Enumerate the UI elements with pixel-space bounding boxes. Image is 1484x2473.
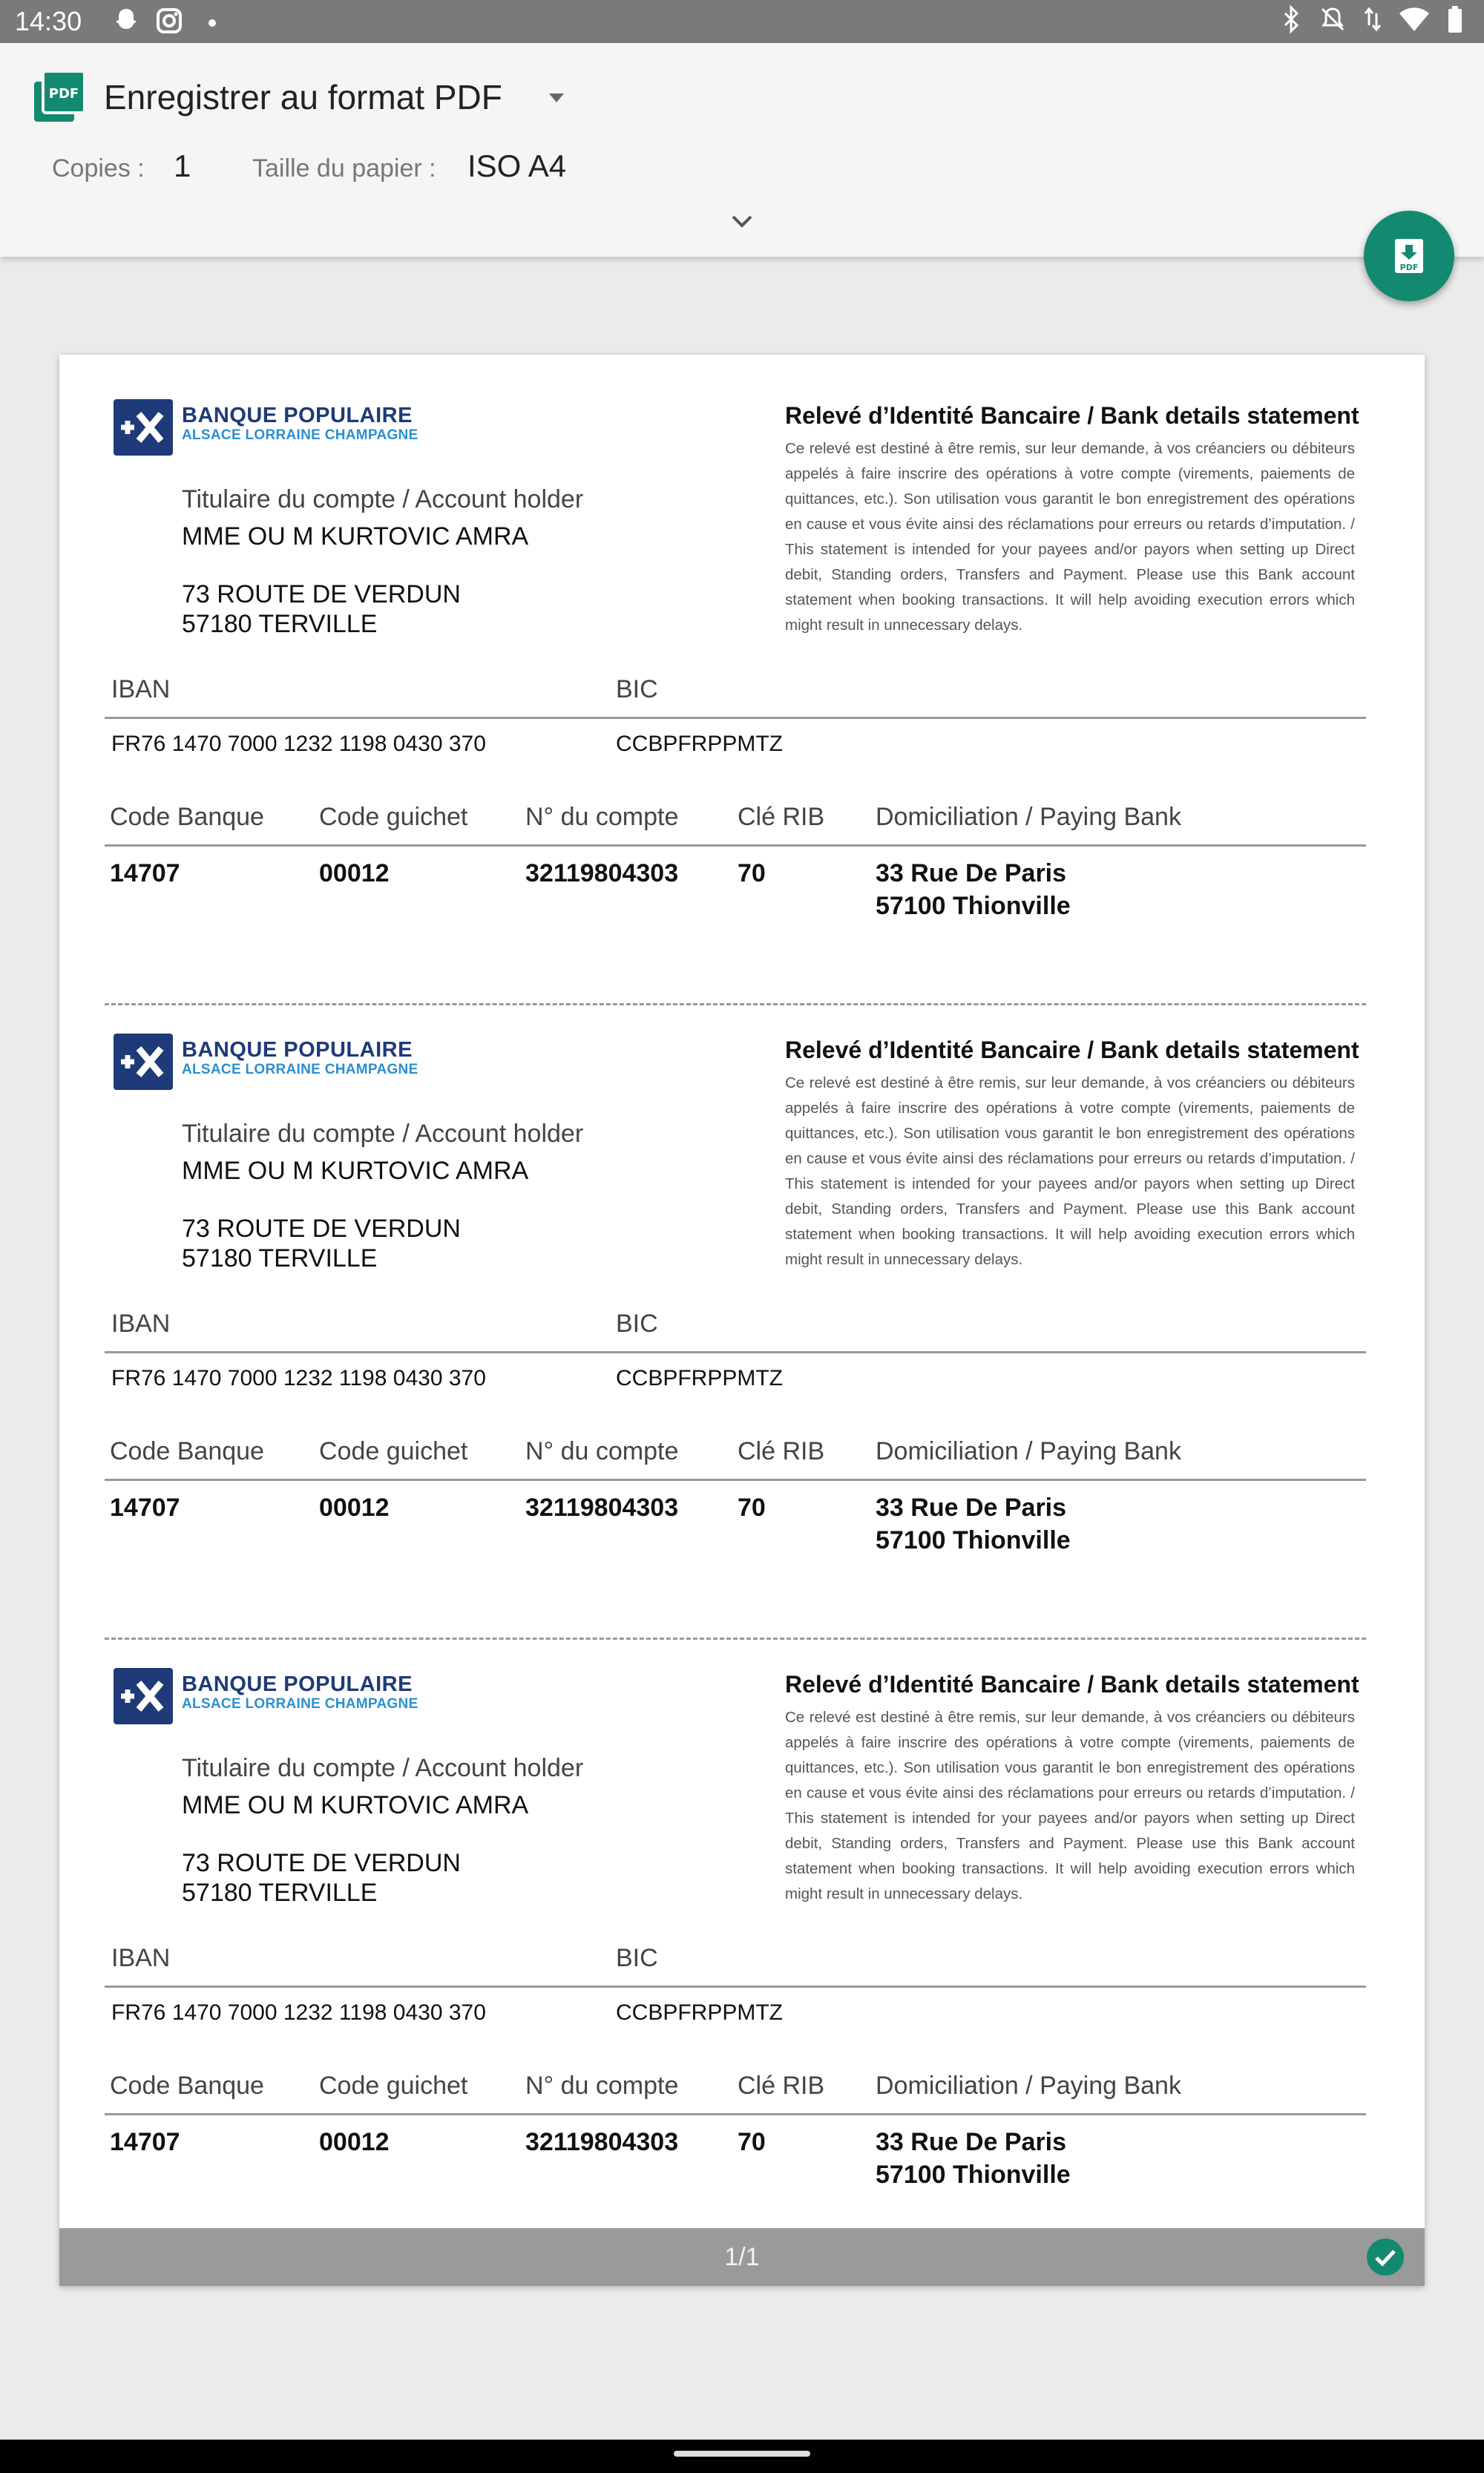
iban-value: FR76 1470 7000 1232 1198 0430 370 (111, 732, 486, 756)
svg-text:PDF: PDF (1399, 263, 1419, 272)
rib-key-label: Clé RIB (738, 1437, 825, 1465)
code-guichet-label: Code guichet (319, 803, 468, 831)
code-banque-value: 14707 (110, 1494, 180, 1522)
rib-key-label: Clé RIB (738, 2072, 825, 2100)
account-number-value: 32119804303 (525, 859, 679, 887)
code-banque-label: Code Banque (110, 2072, 264, 2100)
account-number-value: 32119804303 (525, 2128, 679, 2156)
account-holder-name: MME OU M KURTOVIC AMRA (182, 1791, 529, 1819)
bank-logo (114, 399, 173, 456)
paying-bank-label: Domiciliation / Paying Bank (876, 1437, 1181, 1465)
code-guichet-value: 00012 (319, 859, 390, 887)
data-icon (1364, 4, 1382, 38)
bank-region: ALSACE LORRAINE CHAMPAGNE (182, 1062, 418, 1077)
address-line-2: 57180 TERVILLE (182, 1244, 378, 1272)
address-line-1: 73 ROUTE DE VERDUN (182, 1215, 461, 1243)
paying-bank-address-1: 33 Rue De Paris (876, 1494, 1067, 1522)
iban-value: FR76 1470 7000 1232 1198 0430 370 (111, 1366, 486, 1390)
download-pdf-icon (1364, 211, 1454, 301)
rib-key-value: 70 (738, 859, 766, 887)
iban-label: IBAN (111, 675, 171, 703)
download-pdf-button[interactable] (1364, 211, 1454, 301)
address-line-1: 73 ROUTE DE VERDUN (182, 1849, 461, 1877)
bic-value: CCBPFRPPMTZ (616, 2000, 783, 2025)
divider (105, 844, 1366, 847)
code-guichet-label: Code guichet (319, 2072, 468, 2100)
rib-block (59, 1623, 1425, 2258)
mute-icon (1318, 4, 1347, 38)
statement-body: Ce relevé est destiné à être remis, sur leur demande, à vos créanciers ou débiteurs appelés à faire inscrire des opérations à votre compte (virements, paiements de quittances, etc.). Son utilisation vous garantit le bon enregistrement des opérations en cause et vous évite ainsi des réclamations pour erreurs ou retards d’imputation. / This statement is intended for your payees and/or payors when setting up Direct debit, Standing orders, Transfers and Payment. Please use this Bank account statement when booking transactions. It will help avoiding execution errors which might result in unnecessary delays. (785, 440, 1355, 634)
code-guichet-value: 00012 (319, 2128, 390, 2156)
account-number-label: N° du compte (525, 803, 679, 831)
status-time: 14:30 (15, 6, 82, 36)
paper-size-label: Taille du papier : (252, 154, 436, 183)
account-holder-label: Titulaire du compte / Account holder (182, 1120, 584, 1148)
pdf-file-icon (34, 71, 85, 122)
statement-title: Relevé d’Identité Bancaire / Bank details statement (785, 402, 1359, 429)
statement-title: Relevé d’Identité Bancaire / Bank details statement (785, 1037, 1359, 1063)
dot-icon (208, 18, 217, 31)
rib-key-value: 70 (738, 1494, 766, 1522)
divider (105, 1351, 1366, 1353)
paper-size-value[interactable]: ISO A4 (467, 148, 567, 183)
statement-body: Ce relevé est destiné à être remis, sur leur demande, à vos créanciers ou débiteurs appelés à faire inscrire des opérations à votre compte (virements, paiements de quittances, etc.). Son utilisation vous garantit le bon enregistrement des opérations en cause et vous évite ainsi des réclamations pour erreurs ou retards d’imputation. / This statement is intended for your payees and/or payors when setting up Direct debit, Standing orders, Transfers and Payment. Please use this Bank account statement when booking transactions. It will help avoiding execution errors which might result in unnecessary delays. (785, 1074, 1355, 1268)
instagram-icon (154, 6, 184, 39)
paying-bank-address-1: 33 Rue De Paris (876, 2128, 1067, 2156)
bank-region: ALSACE LORRAINE CHAMPAGNE (182, 427, 418, 443)
rib-block (59, 989, 1425, 1623)
code-guichet-value: 00012 (319, 1494, 390, 1522)
code-guichet-label: Code guichet (319, 1437, 468, 1465)
address-line-2: 57180 TERVILLE (182, 610, 378, 638)
paying-bank-address-2: 57100 Thionville (876, 1526, 1071, 1554)
bic-label: BIC (616, 1310, 658, 1338)
account-holder-label: Titulaire du compte / Account holder (182, 485, 584, 513)
iban-label: IBAN (111, 1310, 171, 1338)
home-gesture-handle[interactable] (674, 2451, 810, 2457)
rib-key-value: 70 (738, 2128, 766, 2156)
statement-title: Relevé d’Identité Bancaire / Bank details statement (785, 1671, 1359, 1698)
paying-bank-address-1: 33 Rue De Paris (876, 859, 1067, 887)
paying-bank-label: Domiciliation / Paying Bank (876, 2072, 1181, 2100)
copies-value[interactable]: 1 (174, 148, 191, 183)
bank-name: BANQUE POPULAIRE (182, 1038, 413, 1062)
print-preview-page[interactable] (59, 355, 1425, 2286)
page-footer (59, 2228, 1425, 2286)
divider (105, 717, 1366, 719)
printer-destination[interactable]: Enregistrer au format PDF (104, 78, 502, 116)
paying-bank-address-2: 57100 Thionville (876, 892, 1071, 920)
svg-text:PDF: PDF (48, 86, 79, 102)
account-number-label: N° du compte (525, 1437, 679, 1465)
paying-bank-label: Domiciliation / Paying Bank (876, 803, 1181, 831)
page-selected-check-icon[interactable] (1367, 2239, 1404, 2276)
divider (105, 1986, 1366, 1988)
statement-body: Ce relevé est destiné à être remis, sur leur demande, à vos créanciers ou débiteurs appelés à faire inscrire des opérations à votre compte (virements, paiements de quittances, etc.). Son utilisation vous garantit le bon enregistrement des opérations en cause et vous évite ainsi des réclamations pour erreurs ou retards d’imputation. / This statement is intended for your payees and/or payors when setting up Direct debit, Standing orders, Transfers and Payment. Please use this Bank account statement when booking transactions. It will help avoiding execution errors which might result in unnecessary delays. (785, 1709, 1355, 1902)
divider (105, 1479, 1366, 1481)
code-banque-value: 14707 (110, 2128, 180, 2156)
copies-label: Copies : (52, 154, 145, 183)
bank-name: BANQUE POPULAIRE (182, 404, 413, 427)
paying-bank-address-2: 57100 Thionville (876, 2161, 1071, 2189)
account-holder-label: Titulaire du compte / Account holder (182, 1754, 584, 1782)
bic-value: CCBPFRPPMTZ (616, 732, 783, 756)
bic-label: BIC (616, 675, 658, 703)
bank-logo (114, 1034, 173, 1090)
iban-label: IBAN (111, 1944, 171, 1972)
snapchat-icon (111, 6, 141, 39)
account-holder-name: MME OU M KURTOVIC AMRA (182, 522, 529, 551)
bank-region: ALSACE LORRAINE CHAMPAGNE (182, 1696, 418, 1712)
bank-logo (114, 1668, 173, 1724)
battery-icon (1447, 4, 1463, 38)
address-line-1: 73 ROUTE DE VERDUN (182, 580, 461, 608)
account-number-label: N° du compte (525, 2072, 679, 2100)
account-number-value: 32119804303 (525, 1494, 679, 1522)
status-bar (0, 0, 1484, 43)
rib-key-label: Clé RIB (738, 803, 825, 831)
wifi-icon (1398, 4, 1431, 38)
bluetooth-icon (1282, 4, 1301, 38)
address-line-2: 57180 TERVILLE (182, 1879, 378, 1907)
bic-value: CCBPFRPPMTZ (616, 1366, 783, 1390)
print-options-panel (0, 43, 1484, 257)
dropdown-arrow-icon[interactable] (542, 88, 571, 110)
iban-value: FR76 1470 7000 1232 1198 0430 370 (111, 2000, 486, 2025)
expand-options-chevron-icon[interactable] (727, 211, 757, 233)
page-indicator: 1/1 (724, 2243, 760, 2271)
code-banque-value: 14707 (110, 859, 180, 887)
account-holder-name: MME OU M KURTOVIC AMRA (182, 1157, 529, 1185)
divider (105, 2113, 1366, 2115)
navigation-bar (0, 2440, 1484, 2473)
code-banque-label: Code Banque (110, 1437, 264, 1465)
rib-block (59, 355, 1425, 989)
bank-name: BANQUE POPULAIRE (182, 1672, 413, 1696)
code-banque-label: Code Banque (110, 803, 264, 831)
bic-label: BIC (616, 1944, 658, 1972)
